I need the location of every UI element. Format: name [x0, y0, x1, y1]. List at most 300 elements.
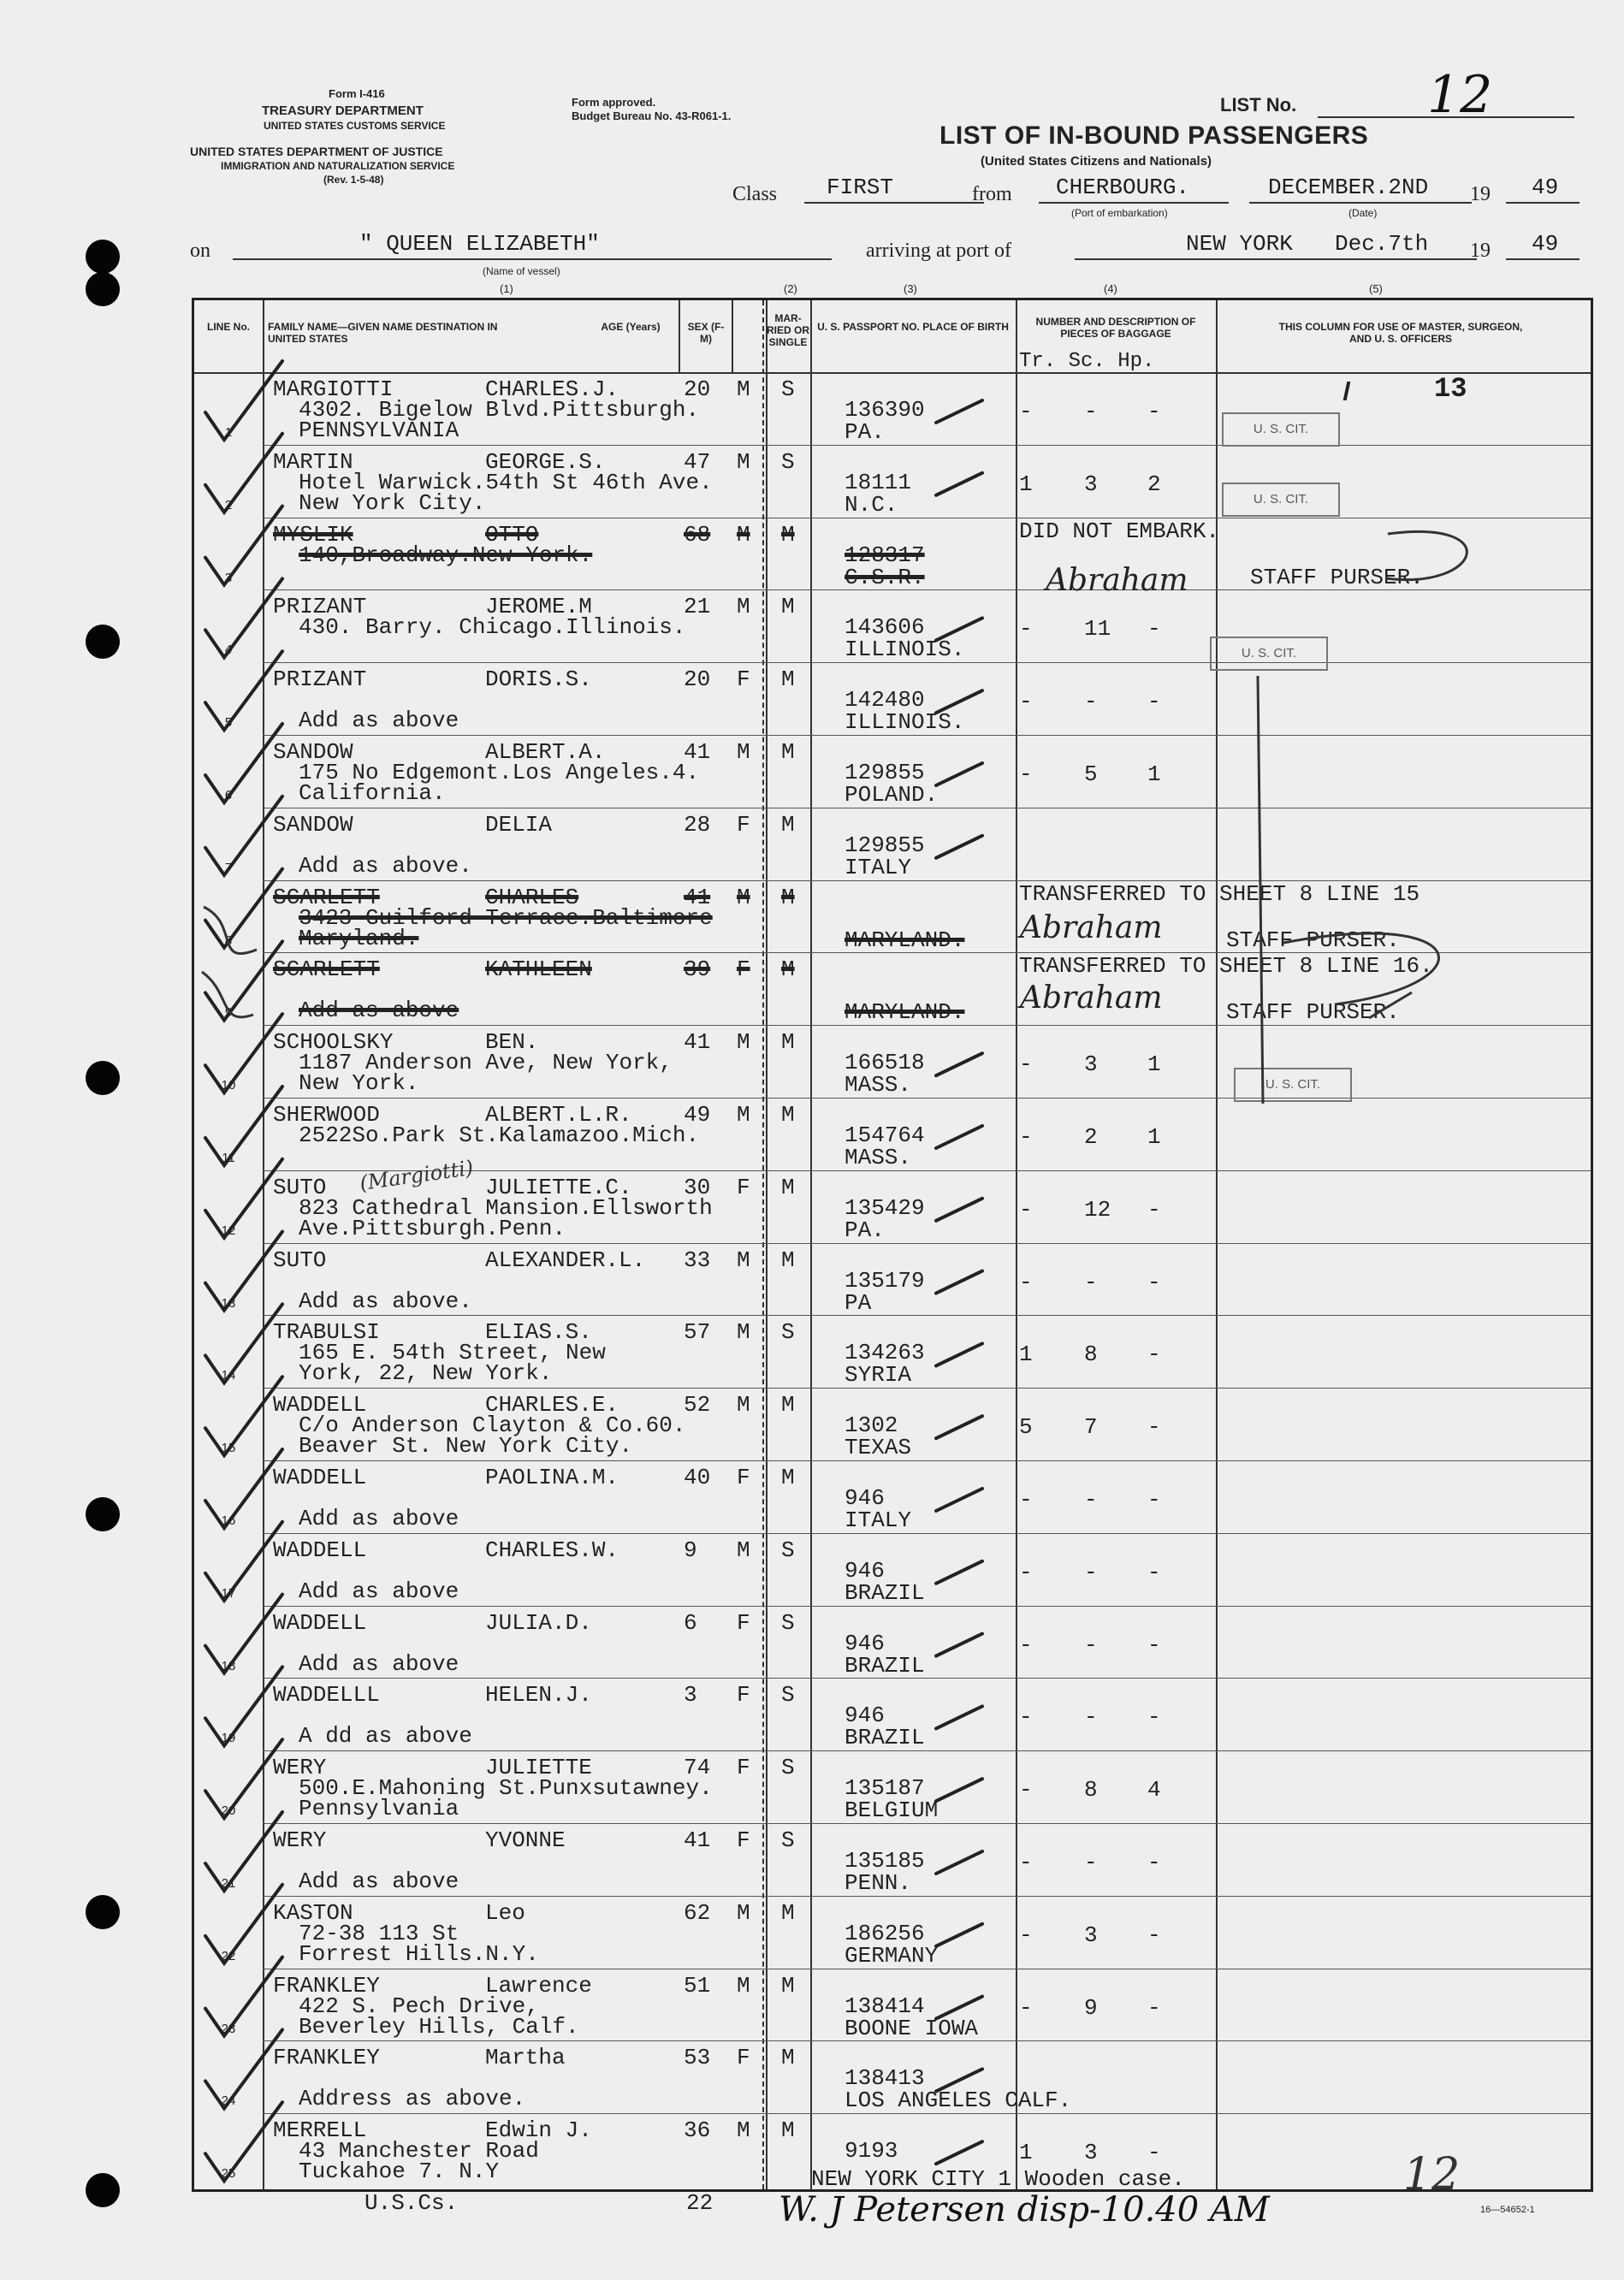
baggage-suitcases: 12	[1084, 1196, 1111, 1223]
passport-tick	[936, 1634, 982, 1656]
age: 68	[684, 521, 711, 548]
passport-number: 946	[845, 1630, 885, 1656]
baggage-trunks: -	[1019, 1269, 1033, 1295]
baggage-handpieces: -	[1147, 1269, 1161, 1295]
baggage-handpieces: 1	[1147, 761, 1161, 787]
passport-tick	[936, 1271, 982, 1294]
given-name: DELIA	[485, 811, 553, 838]
passport-tick	[936, 1851, 982, 1874]
line-number: 15	[221, 1441, 236, 1456]
passport-number: 135187	[845, 1775, 925, 1802]
marital-status: M	[781, 1392, 795, 1418]
address-line-2: Forrest Hills.N.Y.	[299, 1940, 539, 1967]
age: 51	[684, 1972, 711, 1999]
age: 39	[684, 956, 711, 983]
given-name: CHARLES.E.	[485, 1392, 619, 1418]
passport-tick	[936, 1126, 982, 1148]
family-name: MARTIN	[273, 448, 353, 475]
handwritten-abraham: Abraham	[1046, 563, 1188, 598]
address-line-1: 2522So.Park St.Kalamazoo.Mich.	[299, 1122, 700, 1148]
marital-status: M	[781, 884, 795, 910]
baggage-trunks: -	[1019, 1124, 1033, 1150]
line-number: 25	[221, 2166, 236, 2182]
marital-status: M	[781, 811, 795, 838]
family-name: PRIZANT	[273, 666, 367, 693]
passport-number: 135179	[845, 1267, 925, 1294]
page-subtitle: (United States Citizens and Nationals)	[981, 154, 1212, 169]
place-of-birth: BRAZIL	[845, 1579, 925, 1606]
address-line-2: PENNSYLVANIA	[299, 418, 459, 443]
baggage-trunks: 1	[1019, 1341, 1033, 1368]
family-name: WADDELLL	[273, 1682, 380, 1709]
passport-number: 138414	[845, 1993, 925, 2019]
family-name: SUTO	[273, 1247, 327, 1273]
usc-label: U.S.Cs.	[365, 2190, 459, 2216]
passport-tick	[936, 763, 982, 785]
checkmark	[205, 724, 282, 802]
age: 62	[684, 1899, 711, 1926]
officer-note: DID NOT EMBARK.	[1019, 518, 1220, 544]
age: 33	[684, 1247, 711, 1273]
sex: F	[737, 666, 750, 693]
family-name: SHERWOOD	[273, 1102, 380, 1128]
passport-number: 134263	[845, 1340, 925, 1366]
baggage-trunks: -	[1019, 1994, 1033, 2021]
date-caption: (Date)	[1348, 207, 1378, 219]
checkmark	[205, 1812, 282, 1891]
baggage-suitcases: 8	[1084, 1341, 1098, 1368]
baggage-handpieces: 4	[1147, 1777, 1161, 1803]
line-number: 7	[224, 860, 233, 875]
passport-tick	[936, 400, 982, 423]
age: 6	[684, 1609, 697, 1636]
col-num-2: (2)	[784, 282, 797, 295]
baggage-trunks: -	[1019, 1051, 1033, 1078]
address-line-2: Tuckahoe 7. N.Y	[299, 2159, 500, 2185]
arrival-port: NEW YORK	[1186, 231, 1293, 257]
family-name: SCARLETT	[273, 956, 380, 983]
treasury-dept: TREASURY DEPARTMENT	[262, 104, 424, 118]
baggage-suitcases: -	[1084, 1269, 1098, 1295]
marital-status: M	[781, 739, 795, 765]
given-name: JEROME.M	[485, 594, 592, 620]
budget-bureau: Budget Bureau No. 43-R061-1.	[572, 110, 732, 122]
age: 74	[684, 1755, 711, 1781]
marital-status: S	[781, 376, 795, 402]
age: 52	[684, 1392, 711, 1418]
address-line-2: California.	[299, 780, 446, 806]
marital-status: M	[781, 1972, 795, 1999]
line-number: 22	[221, 1948, 236, 1963]
age: 30	[684, 1174, 711, 1200]
age: 20	[684, 376, 711, 402]
passport-number: 138413	[845, 2065, 925, 2092]
purser-note: STAFF PURSER.	[1250, 564, 1424, 590]
baggage-handpieces: -	[1147, 1487, 1161, 1513]
marital-status: M	[781, 521, 795, 548]
baggage-subheads: Tr. Sc. Hp.	[1019, 350, 1155, 373]
line-number: 8	[224, 933, 233, 948]
line-number: 23	[221, 2021, 236, 2036]
baggage-trunks: -	[1019, 761, 1033, 787]
address-line-1: Hotel Warwick.54th St 46th Ave.	[299, 469, 713, 495]
place-of-birth: SYRIA	[845, 1362, 912, 1389]
sex: M	[737, 1102, 750, 1128]
header-passport: U. S. PASSPORT NO. PLACE OF BIRTH	[817, 321, 1009, 333]
passport-tick	[936, 1561, 982, 1584]
address-line-1: 165 E. 54th Street, New	[299, 1340, 606, 1366]
sex: M	[737, 376, 750, 402]
sex: F	[737, 1755, 750, 1781]
baggage-trunks: 1	[1019, 2140, 1033, 2166]
officer-note: TRANSFERRED TO SHEET 8 LINE 16.	[1019, 953, 1433, 980]
baggage-suitcases: -	[1084, 1850, 1098, 1875]
line-number: 11	[222, 1151, 235, 1165]
passport-number: 129855	[845, 832, 925, 858]
form-code: 16—54652-1	[1480, 2205, 1535, 2215]
header-officers: THIS COLUMN FOR USE OF MASTER, SURGEON, AND U. S. OFFICERS	[1278, 321, 1523, 345]
family-name: FRANKLEY	[273, 1972, 380, 1999]
age: 40	[684, 1465, 711, 1490]
family-name: PRIZANT	[273, 594, 367, 620]
checkmark	[205, 1232, 282, 1311]
place-of-birth: PENN.	[845, 1870, 912, 1896]
age: 53	[684, 2045, 711, 2071]
baggage-trunks: 1	[1019, 471, 1033, 497]
place-of-birth: PA	[845, 1289, 872, 1316]
family-name: WERY	[273, 1827, 327, 1853]
baggage-suitcases: -	[1084, 1559, 1098, 1585]
marital-status: S	[781, 1319, 795, 1346]
place-of-birth: BOONE IOWA	[845, 2015, 979, 2041]
baggage-trunks: -	[1019, 1632, 1033, 1658]
handwritten-abraham: Abraham	[1020, 910, 1163, 945]
passport-tick	[936, 1997, 982, 2019]
baggage-suitcases: 7	[1084, 1414, 1098, 1441]
baggage-suitcases: 3	[1084, 1922, 1098, 1948]
list-no-label: LIST No.	[1220, 94, 1297, 115]
passport-tick	[936, 836, 982, 858]
given-name: ELIAS.S.	[485, 1319, 592, 1346]
place-of-birth: TEXAS	[845, 1435, 912, 1461]
us-cit-stamp: U. S. CIT.	[1234, 1068, 1352, 1102]
from-value: CHERBOURG.	[1056, 175, 1190, 200]
place-of-birth: LOS ANGELES CALF.	[845, 2088, 1072, 2114]
place-of-birth: MASS.	[845, 1072, 912, 1099]
checkmark	[205, 1087, 282, 1165]
marital-status: M	[781, 1465, 795, 1490]
family-name: SCHOOLSKY	[273, 1029, 394, 1056]
us-cit-stamp: U. S. CIT.	[1210, 637, 1328, 671]
place-of-birth: ITALY	[845, 1507, 912, 1533]
family-name: MYSLIK	[273, 521, 353, 548]
place-of-birth: PA.	[845, 419, 885, 445]
sex: M	[737, 1392, 750, 1418]
sex: M	[737, 1899, 750, 1926]
marital-status: S	[781, 1537, 795, 1563]
on-label: on	[190, 240, 210, 262]
line-number: 17	[221, 1585, 236, 1601]
address-line-2: Add as above	[299, 1506, 459, 1531]
line-number: 5	[224, 715, 233, 731]
line-number: 14	[221, 1368, 236, 1383]
family-name: SUTO	[273, 1174, 327, 1200]
age: 20	[684, 666, 711, 693]
given-name: JULIA.D.	[485, 1609, 592, 1636]
page-title: LIST OF IN-BOUND PASSENGERS	[939, 121, 1369, 150]
baggage-suitcases: -	[1084, 689, 1098, 715]
baggage-handpieces: -	[1147, 1850, 1161, 1875]
marital-status: S	[781, 1682, 795, 1709]
sex: F	[737, 1682, 750, 1709]
checkmark	[205, 1885, 282, 1963]
address-line-1: 175 No Edgemont.Los Angeles.4.	[299, 760, 700, 785]
passport-tick	[936, 2069, 982, 2091]
checkmark	[205, 361, 282, 440]
list-no-value: 12	[1427, 65, 1493, 125]
handwritten-abraham: Abraham	[1020, 980, 1163, 1016]
address-line-2: Add as above	[299, 1650, 459, 1677]
baggage-handpieces: -	[1147, 1922, 1161, 1948]
year-prefix: 19	[1470, 183, 1491, 205]
baggage-trunks: -	[1019, 689, 1033, 715]
line-number: 2	[224, 497, 233, 512]
us-cit-stamp: U. S. CIT.	[1222, 412, 1340, 447]
marital-status: S	[781, 1609, 795, 1636]
place-of-birth: BRAZIL	[845, 1725, 925, 1751]
baggage-handpieces: -	[1147, 1704, 1161, 1731]
checkmark	[205, 1595, 282, 1673]
given-name: CHARLES	[485, 884, 579, 910]
family-name: MERRELL	[273, 2117, 367, 2144]
given-name: OTTO	[485, 521, 539, 548]
sex: F	[737, 2045, 750, 2071]
header-line-no: LINE No.	[207, 321, 250, 333]
from-label: from	[972, 183, 1012, 205]
given-name: Lawrence	[485, 1972, 592, 1999]
marital-status: M	[781, 2045, 795, 2071]
us-cit-stamp: U. S. CIT.	[1222, 483, 1340, 517]
sex: M	[737, 1972, 750, 1999]
baggage-suitcases: 5	[1084, 761, 1098, 787]
sex: F	[737, 1609, 750, 1636]
baggage-handpieces: -	[1147, 1414, 1161, 1441]
place-of-birth: C.S.R.	[845, 564, 925, 590]
passport-number: 154764	[845, 1122, 925, 1148]
family-name: MARGIOTTI	[273, 376, 394, 402]
given-name: ALBERT.L.R.	[485, 1102, 632, 1128]
address-line-2: Add as above	[299, 708, 459, 734]
family-name: FRANKLEY	[273, 2045, 380, 2071]
given-name: ALBERT.A.	[485, 739, 606, 765]
passport-tick	[936, 618, 982, 640]
place-of-birth: PA.	[845, 1217, 885, 1243]
given-name: GEORGE.S.	[485, 448, 606, 475]
checkmark	[205, 1014, 282, 1093]
given-name: HELEN.J.	[485, 1682, 592, 1709]
purser-note: STAFF PURSER.	[1226, 927, 1400, 953]
corner-mark: 12	[1403, 2149, 1461, 2200]
baggage-handpieces: -	[1147, 2140, 1161, 2166]
baggage-trunks: -	[1019, 1777, 1033, 1803]
passport-number: 9193	[845, 2138, 898, 2165]
place-of-birth: ITALY	[845, 854, 912, 880]
age: 41	[684, 884, 711, 910]
baggage-trunks: -	[1019, 1850, 1033, 1875]
given-name: DORIS.S.	[485, 666, 592, 693]
baggage-trunks: -	[1019, 399, 1033, 424]
address-line-2: New York City.	[299, 489, 486, 516]
marital-status: M	[781, 1102, 795, 1128]
sex: M	[737, 1029, 750, 1056]
passport-number: 186256	[845, 1920, 925, 1946]
header-married: MAR-RIED OR SINGLE	[766, 312, 809, 348]
baggage-trunks: -	[1019, 616, 1033, 643]
checkmark	[205, 1522, 282, 1601]
marital-status: M	[781, 2117, 795, 2144]
signature: W. J Petersen disp-10.40 AM	[779, 2190, 1270, 2230]
baggage-suitcases: -	[1084, 1632, 1098, 1658]
given-name: CHARLES.W.	[485, 1537, 619, 1563]
checkmark	[205, 1739, 282, 1818]
checkmark	[205, 797, 282, 875]
given-name: PAOLINA.M.	[485, 1465, 619, 1490]
line-number: 10	[221, 1078, 236, 1093]
given-name: YVONNE	[485, 1827, 566, 1853]
departure-year: 49	[1532, 175, 1559, 200]
purser-note: STAFF PURSER.	[1226, 999, 1400, 1026]
baggage-suitcases: 9	[1084, 1994, 1098, 2021]
address-line-1: 430. Barry. Chicago.Illinois.	[299, 614, 686, 641]
passport-number: 946	[845, 1485, 885, 1511]
baggage-handpieces: -	[1147, 399, 1161, 424]
checkmark	[205, 1957, 282, 2036]
baggage-handpieces: -	[1147, 1994, 1161, 2021]
baggage-handpieces: -	[1147, 1559, 1161, 1585]
justice-dept: UNITED STATES DEPARTMENT OF JUSTICE	[190, 145, 443, 158]
line-number: 16	[221, 1513, 236, 1528]
place-of-birth: POLAND.	[845, 782, 939, 808]
sex: M	[737, 1247, 750, 1273]
family-name: SANDOW	[273, 811, 353, 838]
sex: F	[737, 1827, 750, 1853]
age: 36	[684, 2117, 711, 2144]
passport-tick	[936, 1489, 982, 1511]
col-num-5: (5)	[1369, 282, 1383, 295]
marital-status: M	[781, 956, 795, 983]
sex: M	[737, 2117, 750, 2144]
age: 9	[684, 1537, 697, 1563]
form-number: Form I-416	[329, 87, 385, 100]
place-of-birth: ILLINOIS.	[845, 637, 965, 663]
address-line-2: Add as above	[299, 1868, 459, 1894]
baggage-handpieces: 1	[1147, 1124, 1161, 1150]
place-of-birth: MARYLAND.	[845, 999, 965, 1026]
line-number: 20	[221, 1803, 236, 1819]
address-line-1: 3423 Guilford Terrace.Baltimore	[299, 904, 713, 931]
family-name: WERY	[273, 1755, 327, 1781]
sex: F	[737, 811, 750, 838]
given-name: Leo	[485, 1899, 525, 1926]
address-line-2: Add as above	[299, 998, 459, 1024]
line-number: 19	[221, 1731, 236, 1746]
age: 41	[684, 739, 711, 765]
age: 49	[684, 1102, 711, 1128]
line-number: 1	[224, 425, 233, 440]
passport-tick	[936, 1053, 982, 1075]
address-line-1: 43 Manchester Road	[299, 2138, 539, 2165]
baggage-suitcases: 11	[1084, 616, 1111, 643]
family-name: SANDOW	[273, 739, 353, 765]
address-line-2: Ave.Pittsburgh.Penn.	[299, 1215, 566, 1241]
sex: M	[737, 448, 750, 475]
place-of-birth: BELGIUM	[845, 1797, 939, 1824]
baggage-suitcases: -	[1084, 399, 1098, 424]
checkmark	[205, 506, 282, 585]
family-name: TRABULSI	[273, 1319, 380, 1346]
age: 57	[684, 1319, 711, 1346]
embark-caption: (Port of embarkation)	[1071, 207, 1168, 219]
baggage-handpieces: -	[1147, 689, 1161, 715]
baggage-handpieces: 1	[1147, 1051, 1161, 1078]
sex: M	[737, 884, 750, 910]
place-of-birth: MARYLAND.	[845, 927, 965, 953]
arrival-year: 49	[1532, 231, 1559, 257]
place-of-birth: ILLINOIS.	[845, 709, 965, 736]
baggage-trunks: -	[1019, 1704, 1033, 1731]
marital-status: M	[781, 1899, 795, 1926]
line-number: 21	[221, 1876, 236, 1891]
age: 28	[684, 811, 711, 838]
address-line-1: 422 S. Pech Drive,	[299, 1993, 539, 2019]
sex: F	[737, 1465, 750, 1490]
customs-service: UNITED STATES CUSTOMS SERVICE	[264, 120, 446, 132]
baggage-suitcases: 2	[1084, 1124, 1098, 1150]
address-line-1: 1187 Anderson Ave, New York,	[299, 1050, 673, 1076]
departure-date: DECEMBER.2ND	[1268, 175, 1429, 200]
baggage-handpieces: -	[1147, 616, 1161, 643]
revision: (Rev. 1-5-48)	[323, 174, 384, 186]
marital-status: S	[781, 448, 795, 475]
passport-number: 129855	[845, 760, 925, 785]
age: 21	[684, 594, 711, 620]
address-line-2: Add as above.	[299, 852, 472, 879]
baggage-handpieces: -	[1147, 1632, 1161, 1658]
class-label: Class	[732, 183, 778, 205]
sex: M	[737, 739, 750, 765]
baggage-suitcases: -	[1084, 1487, 1098, 1513]
officer-mark: 13	[1434, 373, 1467, 405]
class-value: FIRST	[827, 175, 894, 200]
sex: M	[737, 1319, 750, 1346]
address-line-2: Beverley Hills, Calf.	[299, 2013, 579, 2040]
baggage-suitcases: 3	[1084, 2140, 1098, 2166]
passport-number: 946	[845, 1557, 885, 1584]
sex: M	[737, 1537, 750, 1563]
marital-status: M	[781, 666, 795, 693]
passport-number: 136390	[845, 397, 925, 423]
marital-status: M	[781, 1174, 795, 1200]
passport-tick	[936, 1779, 982, 1801]
place-of-birth: MASS.	[845, 1145, 912, 1170]
age: 41	[684, 1827, 711, 1853]
given-name: JULIETTE.C.	[485, 1174, 632, 1200]
baggage-handpieces: 2	[1147, 471, 1161, 497]
passport-number: 135185	[845, 1848, 925, 1874]
col-num-1: (1)	[500, 282, 513, 295]
baggage-trunks: -	[1019, 1559, 1033, 1585]
marital-status: S	[781, 1755, 795, 1781]
